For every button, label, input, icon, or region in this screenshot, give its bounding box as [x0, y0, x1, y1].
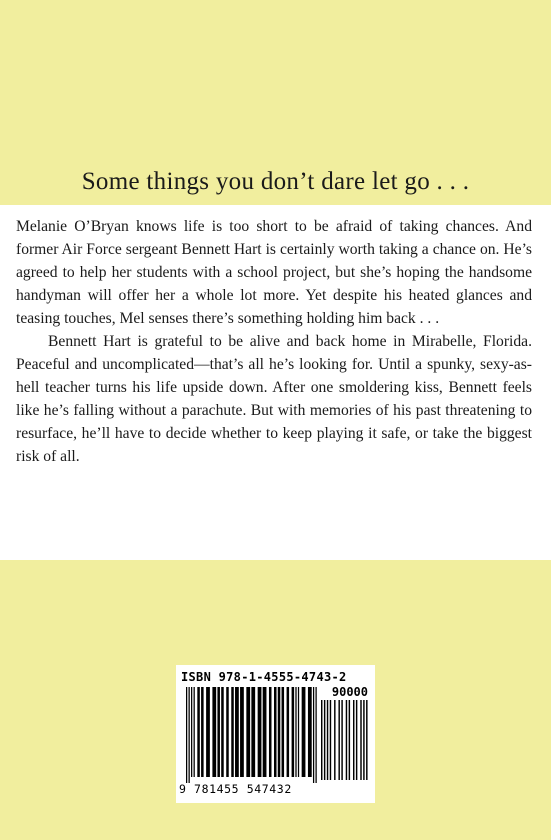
- barcode-bar: [240, 687, 244, 777]
- isbn-label: ISBN 978-1-4555-4743-2: [181, 670, 347, 684]
- addon-barcode: [321, 700, 369, 783]
- barcode-bar: [295, 687, 296, 777]
- barcode-bar: [263, 687, 267, 777]
- barcode-bar: [287, 687, 290, 777]
- main-barcode: [186, 687, 318, 783]
- price-code: 90000: [331, 685, 368, 699]
- barcode-bar: [231, 687, 234, 777]
- barcode-bar: [338, 700, 339, 780]
- barcode-box: [176, 665, 375, 803]
- barcode-bar: [186, 687, 187, 783]
- barcode-bar: [298, 687, 299, 777]
- barcode-bar: [274, 687, 277, 777]
- blurb-paragraph-1: Melanie O’Bryan knows life is too short to be afraid of taking chances. And former Air Force sergeant Bennett Hart is certainly worth taking a chance on. He’s agreed to help her students with a school project, but she’s hoping the handsome handyman will offer her a whole lot more. Yet despite his heated glances and teasing touches, Mel senses there’s something holding him back . . .: [16, 218, 532, 327]
- barcode-bar: [313, 687, 314, 783]
- barcode-bar: [315, 687, 316, 783]
- barcode-bar: [246, 687, 250, 777]
- tagline: Some things you don’t dare let go . . .: [81, 168, 470, 195]
- barcode-bar: [251, 687, 255, 777]
- barcode-bar: [363, 700, 364, 780]
- blurb-paragraph-2: Bennett Hart is grateful to be alive and back home in Mirabelle, Florida. Peaceful and uncomplicated—that’s all he’s looking for. Until a spunky, sexy-as-hell teacher turns his life upside down. After one smoldering kiss, Bennett feels like he’s falling without a parachute. But with memories of his past threatening to resurface, he’ll have to decide whether to keep playing it safe, or take the biggest risk of all.: [16, 333, 532, 465]
- barcode-bar: [189, 687, 190, 783]
- barcode-bar: [302, 687, 306, 777]
- barcode-bar: [235, 687, 239, 777]
- barcode-bar: [292, 687, 295, 777]
- barcode-bar: [360, 700, 361, 780]
- barcode-bar: [269, 687, 272, 777]
- barcode-bar: [212, 687, 216, 777]
- barcode-bar: [221, 687, 224, 777]
- barcode-bar: [346, 700, 347, 780]
- barcode-bar: [282, 687, 285, 777]
- barcode-bar: [278, 687, 281, 777]
- barcode-bar: [197, 687, 200, 777]
- barcode-bar: [194, 687, 195, 777]
- barcode-bar: [324, 700, 325, 780]
- barcode-bar: [206, 687, 210, 777]
- barcode-bar: [308, 687, 312, 777]
- barcode-bar: [226, 687, 229, 777]
- barcode-bar: [356, 700, 357, 780]
- blurb-panel: [0, 205, 551, 560]
- barcode-bar: [353, 700, 354, 780]
- barcode-bar: [334, 700, 335, 780]
- barcode-bar: [341, 700, 342, 780]
- barcode-bar: [217, 687, 220, 777]
- barcode-number: 9 781455 547432: [179, 782, 292, 796]
- barcode-bar: [201, 687, 204, 777]
- barcode-bar: [327, 700, 328, 780]
- blurb-text: [16, 215, 532, 468]
- barcode-bar: [191, 687, 192, 777]
- barcode-bar: [330, 700, 331, 780]
- barcode-bar: [321, 700, 322, 780]
- barcode-bar: [258, 687, 262, 777]
- barcode-bar: [349, 700, 350, 780]
- barcode-bar: [366, 700, 367, 780]
